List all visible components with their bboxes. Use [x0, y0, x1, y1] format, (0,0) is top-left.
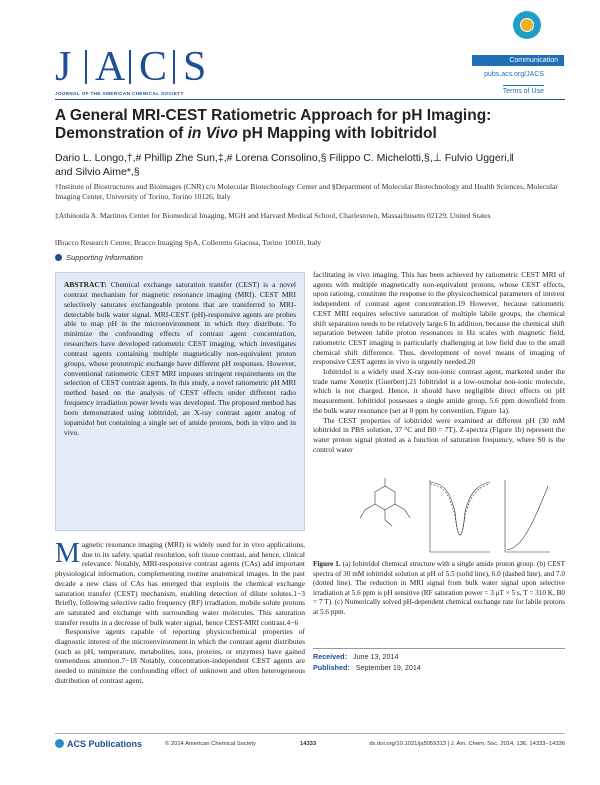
copyright-notice: © 2014 American Chemical Society: [165, 741, 256, 747]
journal-logo: [55, 44, 215, 90]
body-left-column: [55, 540, 305, 686]
logo-letter-s: S: [183, 44, 207, 90]
abstract-box: [55, 272, 305, 531]
chemical-structure-panel: [360, 478, 410, 526]
affiliation-3: ‖Bracco Research Center, Bracco Imaging SpA, Colleretto Giacosa, Torino 10010, Italy: [55, 238, 322, 247]
drop-cap: M: [55, 538, 80, 569]
terms-of-use-link[interactable]: Terms of Use: [503, 85, 544, 95]
dates-divider: [313, 648, 565, 649]
body-paragraph: Responsive agents capable of reporting physicochemical properties of diagnostic interest of the microenvironment in which the contrast agent distributes (such as pH, temperature, metabolites, ions, proteins, or enzymes) have gained tremendous attention.7−18 Notably, concentration-independent CEST agents are needed to minimize the confounding effect of unknown and often heterogeneous distribution of contrast agent,: [55, 627, 305, 685]
body-right-column: [313, 270, 565, 454]
page-footer: [55, 733, 565, 748]
affiliation-1: †Institute of Biostructures and Bioimages (CNR) c/o Molecular Biotechnology Center and §Department of Molecular Biotechnology and Health Sciences, Molecular Imaging Center, University of Torino, Torino 10126, Italy: [55, 182, 558, 201]
supporting-info-icon: [55, 254, 62, 261]
author-list: Dario L. Longo,†,# Phillip Zhe Sun,‡,# Lorena Consolino,§ Filippo C. Michelotti,§,⊥ Fulvio Uggeri,‖ and Silvio Aime*,§: [55, 152, 514, 178]
figure-1-graphic: [350, 472, 555, 558]
article-title: A General MRI-CEST Ratiometric Approach for pH Imaging: Demonstration of in Vivo pH Mapping with Iobitridol: [55, 107, 492, 142]
z-spectra-panel: [430, 480, 490, 552]
logo-letter-c: C: [139, 44, 168, 90]
body-paragraph: Magnetic resonance imaging (MRI) is widely used for in vivo applications, due to its safety, spatial resolution, soft tissue contrast, and hence, clinical relevance. Notably, MRI-responsive contrast agents (CAs) add important physiological information, complementing routine anatomical images. In the past decade a new class of CAs has emerged that exploits the chemical exchange saturation transfer (CEST) mechanism, enabling detection of dilute solutes.1−3 Briefly, following selective radio frequency (RF) irradiation, mobile solute protons are saturated and exchange with surrounding water molecules. This saturation transfer results in a decrease of bulk water signal, hence CEST-MRI contrast.4−6: [55, 538, 305, 627]
journal-url-link[interactable]: pubs.acs.org/JACS: [484, 71, 544, 78]
article-type-banner: Communication: [472, 55, 564, 66]
doi-citation-link[interactable]: dx.doi.org/10.1021/ja5059313 | J. Am. Chem. Soc. 2014, 136, 14333−14336: [369, 741, 565, 747]
header-divider: [55, 99, 565, 100]
figure-1-caption: Figure 1. (a) Iobitridol chemical structure with a single amide proton group. (b) CEST spectra of 30 mM iobitridol solution at pH of 5.5 (solid line), 6.0 (dashed line), and 7.0 (dotted line). The reduction in MRI signal from bulk water signal upon selective irradiation at 5.6 ppm is pH sensitive (RF saturation power = 3 μT × 5 s, T = 310 K, B0 = 7 T). (c) Numerically solved pH-dependent chemical exchange rate for labile protons at 5.6 ppm.: [313, 560, 565, 616]
received-date: Received: June 13, 2014: [313, 652, 399, 661]
supporting-info-link[interactable]: Supporting Information: [55, 253, 143, 262]
journal-full-name: JOURNAL OF THE AMERICAN CHEMICAL SOCIETY: [55, 91, 184, 96]
abstract-label: ABSTRACT:: [64, 280, 107, 289]
page-number: 14333: [300, 741, 317, 747]
open-access-badge-icon: [513, 11, 541, 39]
affiliation-2: ‡Athinoula A. Martinos Center for Biomedical Imaging, MGH and Harvard Medical School, Charlestown, Massachusetts 02129, United States: [55, 211, 491, 220]
body-paragraph: Iobitridol is a widely used X-ray non-ionic contrast agent, marketed under the trade name Xenetix (Guerbert).21 Iobitridol is a low-osmolar non-ionic molecule, which is not charged. Hence, it should have negligible direct effects on pH measurement. Iobitridol possesses a single amide group, 5.6 ppm downfield from the bulk water resonance (set at 0 ppm by convention, Figure 1a).: [313, 367, 565, 415]
exchange-rate-panel: [505, 480, 550, 552]
acs-logo-icon: [55, 739, 64, 748]
published-date: Published: September 19, 2014: [313, 663, 421, 672]
body-paragraph: The CEST properties of iobitridol were examined at different pH (30 mM iobitridol in PBS solution, 37 °C and B0 = 7T). Z-spectra (Figure 1b) represent the water proton signal plotted as a function of saturation frequency, where S0 is the control water: [313, 415, 565, 454]
acs-publications-logo: ACS Publications: [55, 739, 142, 749]
abstract-text: Chemical exchange saturation transfer (CEST) is a novel contrast mechanism for magnetic resonance imaging (MRI). CEST MRI selectively saturates exchangeable protons that are transferred to MRI-detectable bulk water signal. MRI-CEST (pH)-responsive agents are probes able to map pH in the microenvironment in which they distribute. To minimize the confounding effects of contrast agent concentration, researchers have developed ratiometric CEST imaging, which investigates contrast agents containing multiple magnetically non-equivalent proton groups, whose prototropic exchange have different pH responses. However, conventional ratiometric CEST MRI imposes stringent requirements on the selection of CEST contrast agents. In this study, a novel ratiometric pH MRI method based on the analysis of CEST effects under different radio frequency irradiation power levels was developed. The proposed method has been demonstrated using iobitridol, an X-ray contrast agent analog of iopamidol but containing a single set of amide protons, both in vitro and in vivo.: [64, 280, 297, 437]
body-paragraph: facilitating in vivo imaging. This has been achieved by ratiometric CEST MRI of agents with multiple magnetically non-equivalent protons, whose CEST effects, upon ratioing, constitute the response to the physicochemical parameters of interest independent of contrast agent concentration.19 However, because ratiometric CEST MRI requires selective saturation of multiple labile groups, the chemical shift separation needs to be relatively large.6 In addition, because the chemical shift separation between labile proton resonances in Hz scales with magnetic field, ratiometric CEST imaging is particularly challenging at low field due to the small chemical shift difference. Thus, development of novel means of imaging of responsive CEST agents in vivo is urgently needed.20: [313, 270, 565, 367]
logo-letter-a: A: [95, 44, 126, 90]
logo-letter-j: J: [55, 44, 72, 90]
